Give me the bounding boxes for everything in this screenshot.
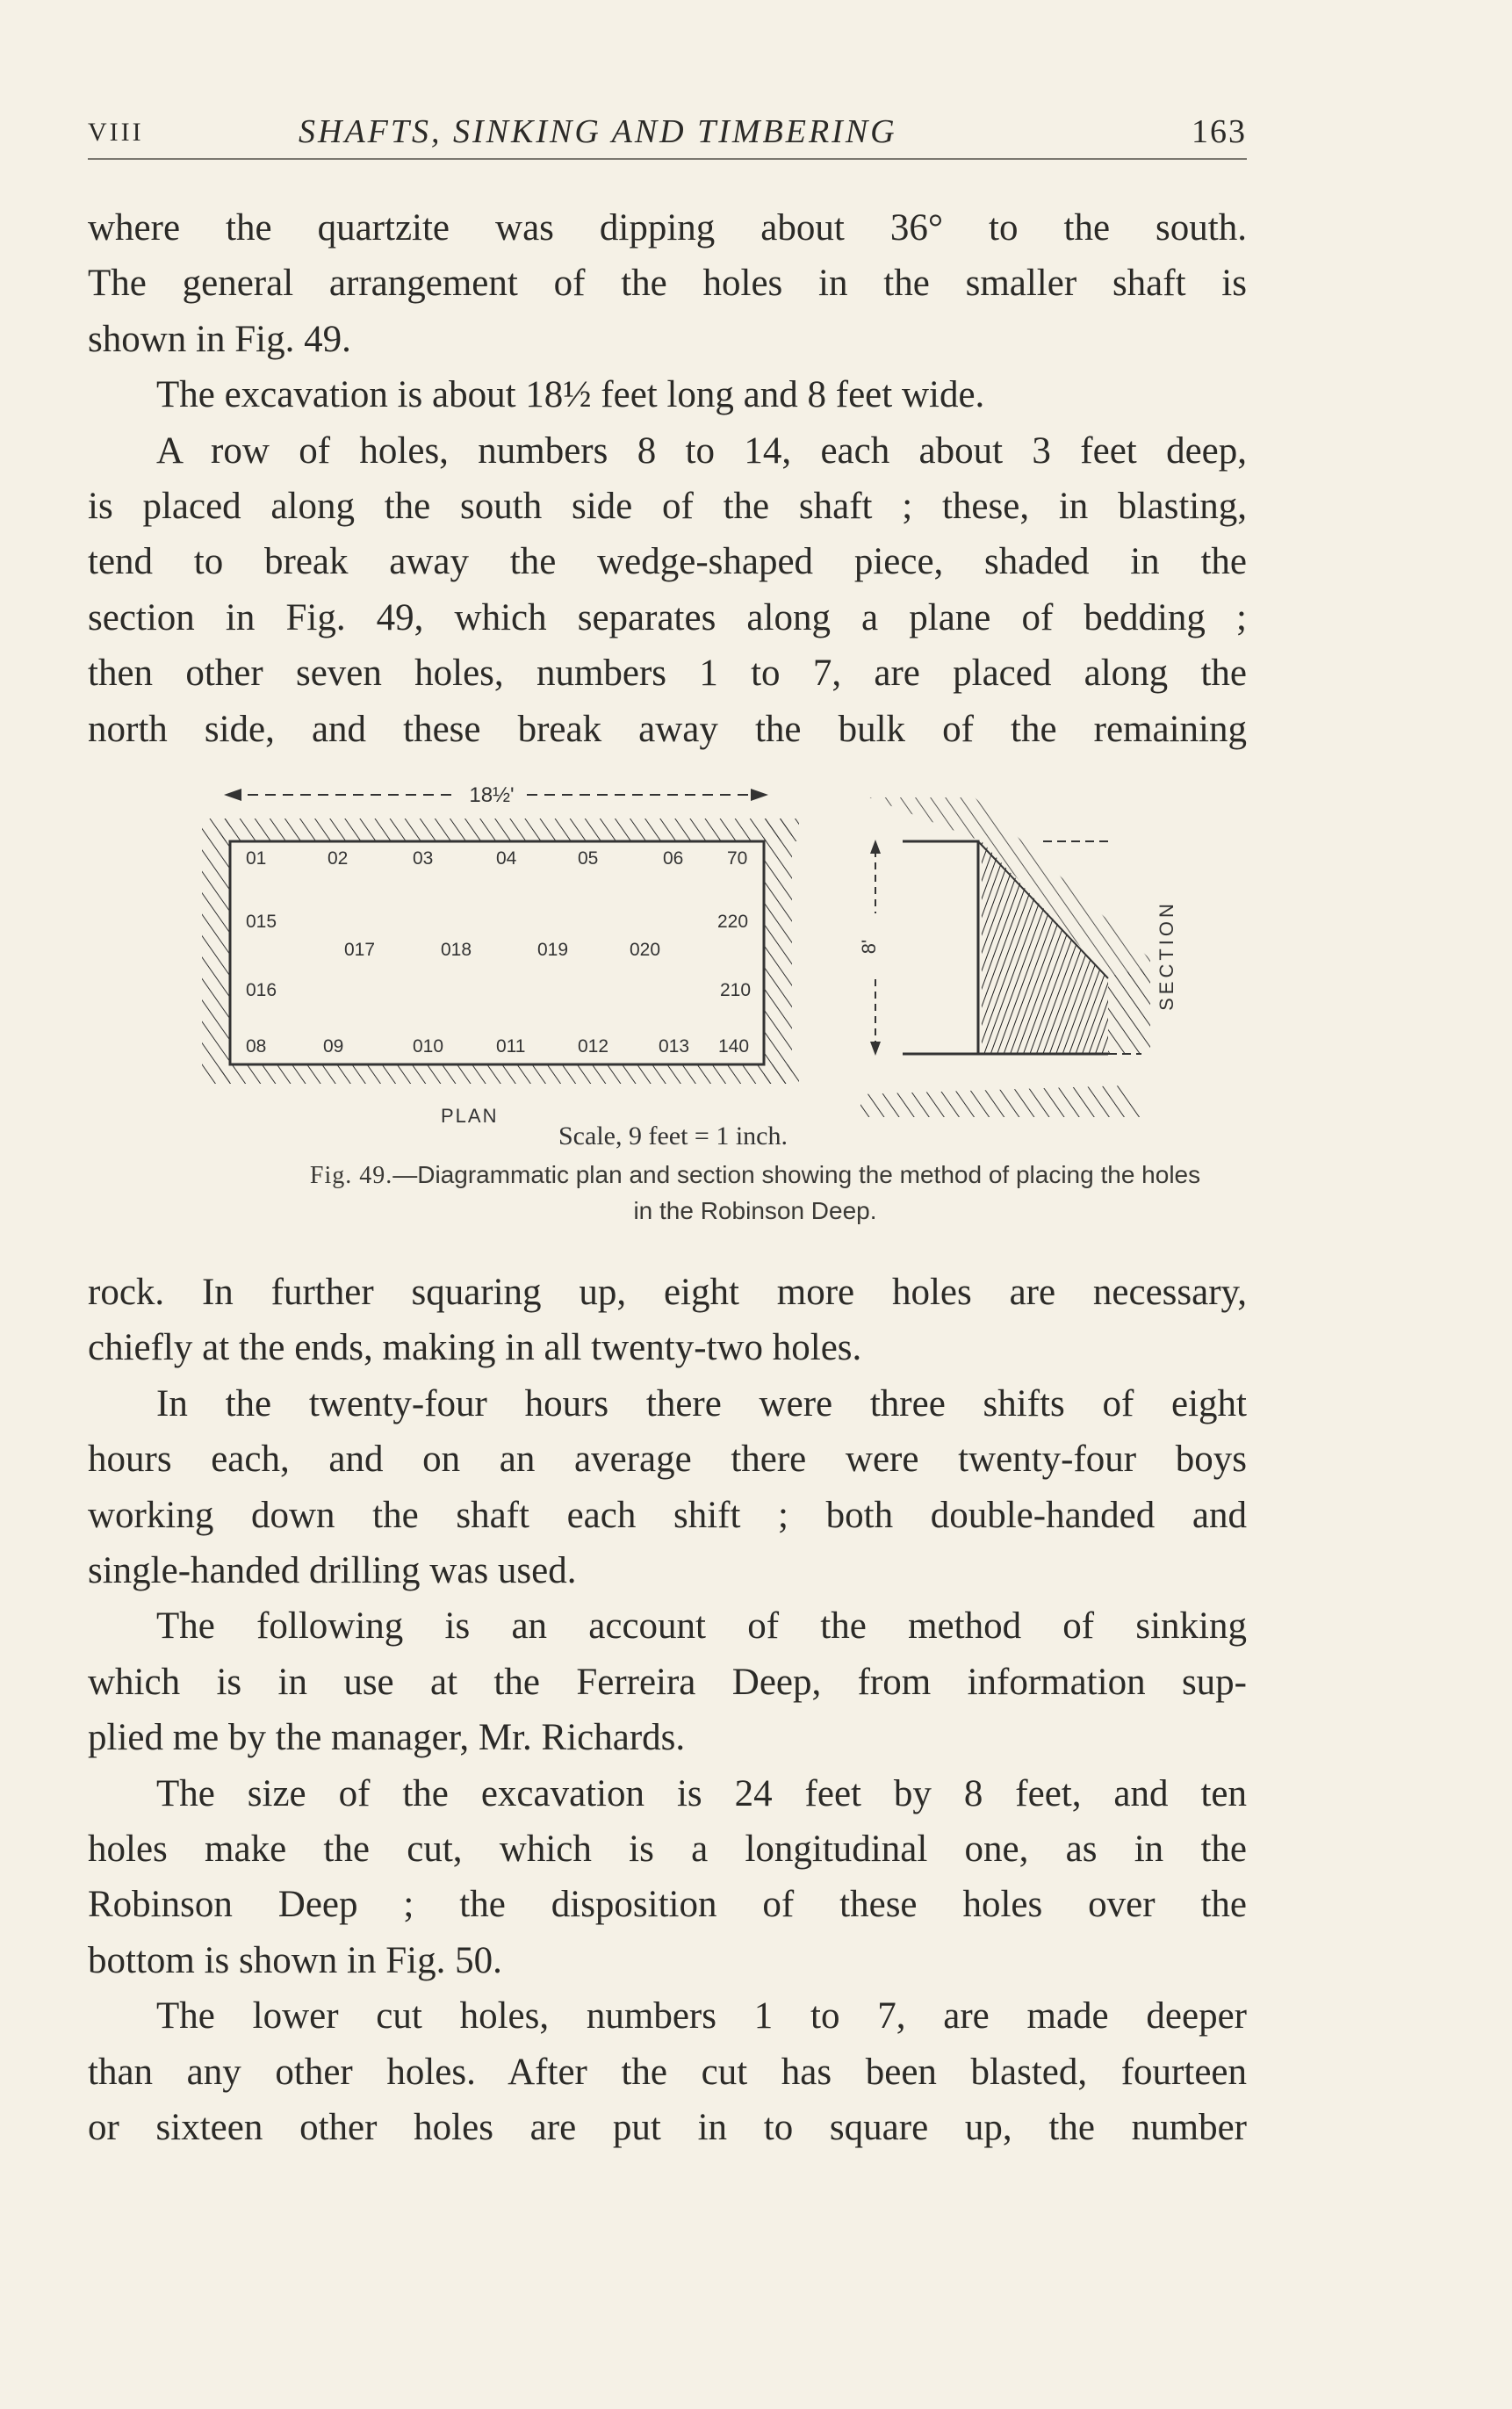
hole-label: 140: [718, 1036, 750, 1057]
hole-label: 08: [246, 1036, 267, 1057]
paragraph-line: bottom is shown in Fig. 50.: [88, 1939, 502, 1981]
hole-label: 018: [441, 940, 472, 960]
plan-label: PLAN: [441, 1105, 499, 1127]
paragraph-line: In the twenty-four hours there were three shifts of eight: [156, 1382, 1247, 1424]
hole-label: 70: [727, 848, 748, 869]
section-label: SECTION: [1156, 900, 1177, 1011]
paragraph-line: Robinson Deep ; the disposition of these holes over the: [88, 1884, 1247, 1926]
width-label: 8': [858, 939, 880, 955]
caption-text-2: in the Robinson Deep.: [633, 1197, 877, 1224]
paragraph-line: chiefly at the ends, making in all twenty-two holes.: [88, 1327, 862, 1369]
length-label: 18½': [469, 783, 515, 807]
hole-label: 020: [630, 940, 661, 960]
page-number: 163: [1192, 113, 1247, 150]
hole-label: 016: [246, 980, 277, 1000]
paragraph-line: where the quartzite was dipping about 36° to the south.: [88, 207, 1247, 249]
chapter-number: VIII: [88, 118, 144, 147]
running-head: [88, 112, 1247, 160]
paragraph-line: then other seven holes, numbers 1 to 7, are placed along the: [88, 653, 1247, 695]
hole-label: 06: [663, 848, 684, 869]
paragraph-line: tend to break away the wedge-shaped piece, shaded in the: [88, 541, 1247, 583]
paragraph-line: single-handed drilling was used.: [88, 1550, 577, 1592]
hole-label: 011: [496, 1036, 526, 1057]
hole-label: 220: [717, 912, 749, 932]
paragraph-line: working down the shaft each shift ; both double-handed and: [88, 1494, 1247, 1536]
paragraph-line: The excavation is about 18½ feet long and 8 feet wide.: [156, 374, 985, 416]
paragraph-line: The lower cut holes, numbers 1 to 7, are made deeper: [156, 1995, 1247, 2038]
scale-label: Scale, 9 feet = 1 inch.: [558, 1122, 788, 1150]
paragraph-line: A row of holes, numbers 8 to 14, each about 3 feet deep,: [156, 429, 1247, 472]
hole-label: 02: [328, 848, 349, 869]
hole-label: 010: [413, 1036, 444, 1057]
hole-label: 019: [537, 940, 569, 960]
paragraph-line: The general arrangement of the holes in the smaller shaft is: [88, 263, 1247, 305]
paragraph-line: than any other holes. After the cut has been blasted, fourteen: [88, 2051, 1247, 2093]
hole-label: 015: [246, 912, 277, 932]
hole-label: 210: [720, 980, 752, 1000]
figure-caption: [149, 1158, 1361, 1229]
paragraph-line: holes make the cut, which is a longitudinal one, as in the: [88, 1828, 1247, 1871]
hole-label: 01: [246, 848, 267, 869]
paragraph-line: The size of the excavation is 24 feet by 8 feet, and ten: [156, 1772, 1247, 1814]
caption-text: —Diagrammatic plan and section showing the method of placing the holes: [392, 1161, 1201, 1188]
paragraph-line: north side, and these break away the bulk of the remaining: [88, 708, 1247, 750]
hole-label: 017: [344, 940, 376, 960]
paragraph-line: which is in use at the Ferreira Deep, from information sup-: [88, 1661, 1247, 1703]
hole-label: 04: [496, 848, 517, 869]
text-block-top: [88, 200, 1247, 757]
length-dimension: [224, 783, 768, 807]
hole-label: 013: [659, 1036, 690, 1057]
figure-number: Fig. 49.: [309, 1162, 393, 1189]
paragraph-line: hours each, and on an average there were twenty-four boys: [88, 1439, 1247, 1481]
paragraph-line: The following is an account of the method of sinking: [156, 1605, 1247, 1648]
running-title: SHAFTS, SINKING AND TIMBERING: [299, 113, 897, 150]
paragraph-line: plied me by the manager, Mr. Richards.: [88, 1717, 686, 1759]
hole-label: 03: [413, 848, 434, 869]
paragraph-line: is placed along the south side of the shaft ; these, in blasting,: [88, 486, 1247, 528]
text-block-bottom: [88, 1265, 1247, 2156]
paragraph-line: rock. In further squaring up, eight more holes are necessary,: [88, 1272, 1247, 1313]
paragraph-line: shown in Fig. 49.: [88, 318, 351, 360]
paragraph-line: section in Fig. 49, which separates along a plane of bedding ;: [88, 596, 1247, 638]
hole-label: 05: [578, 848, 599, 869]
paragraph-line: or sixteen other holes are put in to square up, the number: [88, 2107, 1247, 2149]
section-drawing: [858, 797, 1177, 1117]
hole-label: 012: [578, 1036, 609, 1057]
hole-label: 09: [323, 1036, 344, 1057]
